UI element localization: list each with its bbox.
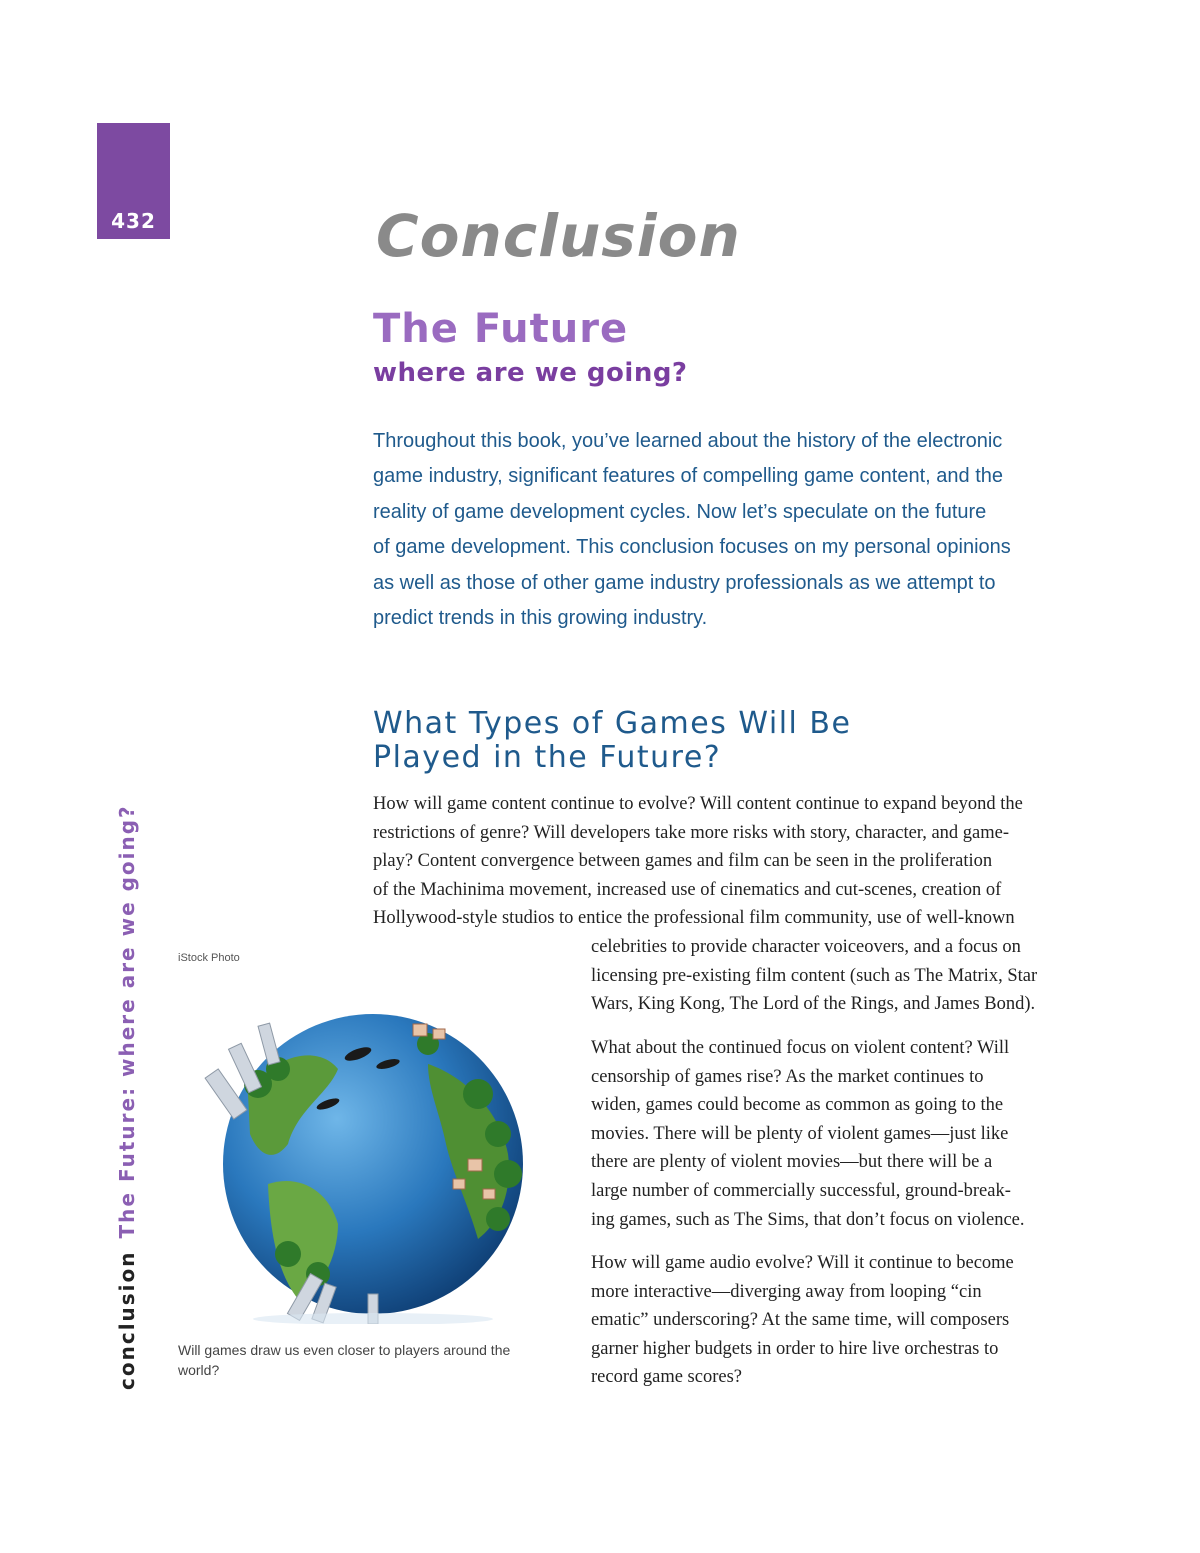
body-line: censorship of games rise? As the market continues to [591, 1066, 984, 1087]
section-title: The Future [373, 306, 629, 352]
intro-line: Throughout this book, you’ve learned about the history of the electronic [373, 430, 1003, 452]
body-line: widen, games could become as common as going to the [591, 1095, 1004, 1116]
body-line: there are plenty of violent movies—but there will be a [591, 1152, 993, 1173]
running-head [111, 804, 143, 1390]
body-paragraph-2 [591, 1034, 1071, 1234]
body-line: ematic” underscoring? At the same time, will composers [591, 1310, 1010, 1331]
body-paragraph-3 [591, 1249, 1071, 1392]
body-line: Hollywood-style studios to entice the professional film community, use of well-known [373, 908, 1015, 929]
intro-line: of game development. This conclusion focuses on my personal opinions [373, 536, 1011, 559]
body-line: more interactive—diverging away from looping “cin [591, 1281, 982, 1302]
chapter-title: Conclusion [376, 202, 741, 270]
page-number: 432 [111, 209, 156, 233]
body-line: garner higher budgets in order to hire live orchestras to [591, 1338, 999, 1359]
subsection-heading-line: What Types of Games Will Be [373, 706, 852, 741]
globe-figure [178, 952, 558, 1392]
body-line: large number of commercially successful, ground-break- [591, 1180, 1011, 1201]
page-number-tab [97, 123, 170, 239]
body-line: restrictions of genre? Will developers take more risks with story, character, and game- [373, 822, 1010, 843]
running-head-section: The Future: where are we going? [115, 804, 139, 1239]
subsection-heading [373, 707, 1013, 775]
body-line: How will game content continue to evolve? Will content continue to expand beyond the [373, 794, 1023, 814]
subsection-heading-line: Played in the Future? [373, 740, 722, 775]
body-line: Wars, King Kong, The Lord of the Rings, and James Bond). [591, 994, 1036, 1015]
body-line: movies. There will be plenty of violent games—just like [591, 1123, 1009, 1144]
body-line: celebrities to provide character voiceovers, and a focus on [591, 936, 1021, 957]
intro-line: game industry, significant features of compelling game content, and the [373, 465, 1003, 488]
photo-credit: iStock Photo [178, 952, 240, 964]
running-head-chapter: conclusion [115, 1250, 139, 1390]
intro-paragraph [373, 424, 1073, 636]
body-line: of the Machinima movement, increased use of cinematics and cut-scenes, creation of [373, 879, 1002, 900]
body-line: ing games, such as The Sims, that don’t focus on violence. [591, 1209, 1025, 1230]
body-line: record game scores? [591, 1367, 742, 1388]
body-line: How will game audio evolve? Will it continue to become [591, 1253, 1014, 1273]
body-line: play? Content convergence between games and film can be seen in the proliferation [373, 851, 993, 872]
intro-line: reality of game development cycles. Now let’s speculate on the future [373, 500, 987, 523]
figure-caption: Will games draw us even closer to players around the world? [178, 1342, 511, 1378]
section-subtitle: where are we going? [373, 358, 688, 388]
globe-image [178, 974, 558, 1324]
body-line: licensing pre-existing film content (such as The Matrix, Star [591, 965, 1038, 986]
intro-line: predict trends in this growing industry. [373, 607, 708, 630]
body-line: What about the continued focus on violent content? Will [591, 1038, 1010, 1058]
intro-line: as well as those of other game industry professionals as we attempt to [373, 571, 996, 594]
